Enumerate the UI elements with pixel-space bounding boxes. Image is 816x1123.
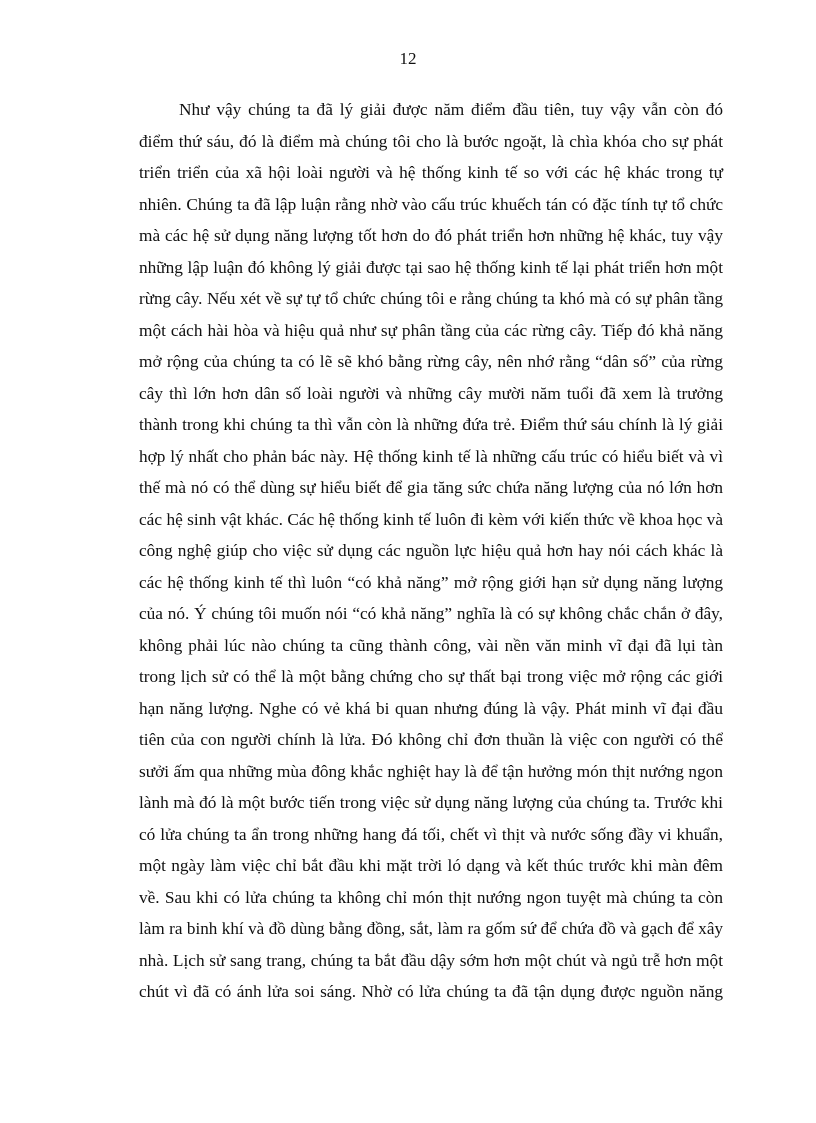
text-line: rừng cây. Nếu xét về sự tự tổ chức chúng tôi e rằng chúng ta khó mà có sự phân tầng [139,289,723,308]
text-line: hạn năng lượng. Nghe có vẻ khá bi quan nhưng đúng là vậy. Phát minh vĩ đại đầu [139,698,723,718]
text-line: không phải lúc nào chúng ta cũng thành công, vài nền văn minh vĩ đại đã lụi tàn [139,635,723,655]
text-line: các hệ thống kinh tế thì luôn “có khả năng” mở rộng giới hạn sử dụng năng lượng [139,572,723,592]
text-line: hợp lý nhất cho phản bác này. Hệ thống kinh tế là những cấu trúc có hiểu biết và vì [139,446,723,466]
text-line: những lập luận đó không lý giải được tại sao hệ thống kinh tế lại phát triển hơn một [139,257,723,277]
text-line: điểm thứ sáu, đó là điểm mà chúng tôi cho là bước ngoặt, là chìa khóa cho sự phát [139,131,723,151]
text-line: nhiên. Chúng ta đã lập luận rằng nhờ vào cấu trúc khuếch tán có đặc tính tự tổ chức [139,194,723,214]
text-line: Như vậy chúng ta đã lý giải được năm điểm đầu tiên, tuy vậy vẫn còn đó [179,100,723,119]
text-line: mở rộng của chúng ta có lẽ sẽ khó bằng rừng cây, nên nhớ rằng “dân số” của rừng [139,352,723,371]
text-line: tiên của con người chính là lửa. Đó không chỉ đơn thuần là việc con người có thể [139,730,723,749]
body-paragraph [139,94,723,1008]
page-number: 12 [399,49,417,68]
text-line: một cách hài hòa và hiệu quả như sự phân tầng của các rừng cây. Tiếp đó khả năng [139,320,723,340]
text-line: một ngày làm việc chỉ bắt đầu khi mặt trời ló dạng và kết thúc trước khi màn đêm [139,856,723,875]
text-line: của nó. Ý chúng tôi muốn nói “có khả năng” nghĩa là có sự không chắc chắn ở đây, [139,604,723,623]
text-line: làm ra binh khí và đồ dùng bằng đồng, sắt, làm ra gốm sứ để chứa đồ và gạch để xây [139,919,723,938]
text-line: về. Sau khi có lửa chúng ta không chỉ món thịt nướng ngon tuyệt mà chúng ta còn [139,887,723,907]
text-line: công nghệ giúp cho việc sử dụng các nguồn lực hiệu quả hơn hay nói cách khác là [139,541,723,560]
text-line: cây thì lớn hơn dân số loài người và những cây mười năm tuổi đã xem là trưởng [139,383,723,403]
text-line: các hệ sinh vật khác. Các hệ thống kinh tế luôn đi kèm với kiến thức về khoa học và [139,509,723,529]
text-line: chút vì đã có ánh lửa soi sáng. Nhờ có lửa chúng ta đã tận dụng được nguồn năng [139,982,723,1001]
text-line: triển triển của xã hội loài người và hệ thống kinh tế so với các hệ khác trong tự [139,163,723,182]
text-line: lành mà đó là một bước tiến trong việc sử dụng năng lượng của chúng ta. Trước khi [139,793,723,812]
text-line: nhà. Lịch sử sang trang, chúng ta bắt đầu dậy sớm hơn một chút và ngủ trễ hơn một [139,950,723,970]
text-line: có lửa chúng ta ẩn trong những hang đá tối, chết vì thịt và nước sống đầy vi khuẩn, [139,824,723,844]
text-line: thế mà nó có thể dùng sự hiểu biết để gia tăng sức chứa năng lượng của nó lớn hơn [139,478,723,497]
text-line: mà các hệ sử dụng năng lượng tốt hơn do đó phát triển hơn những hệ khác, tuy vậy [139,226,723,245]
text-line: sưởi ấm qua những mùa đông khắc nghiệt hay là để tận hưởng món thịt nướng ngon [139,761,723,781]
text-line: trong lịch sử có thể là một bằng chứng cho sự thất bại trong việc mở rộng các giới [139,667,723,686]
text-line: thành trong khi chúng ta thì vẫn còn là những đứa trẻ. Điểm thứ sáu chính là lý giải [139,415,723,434]
